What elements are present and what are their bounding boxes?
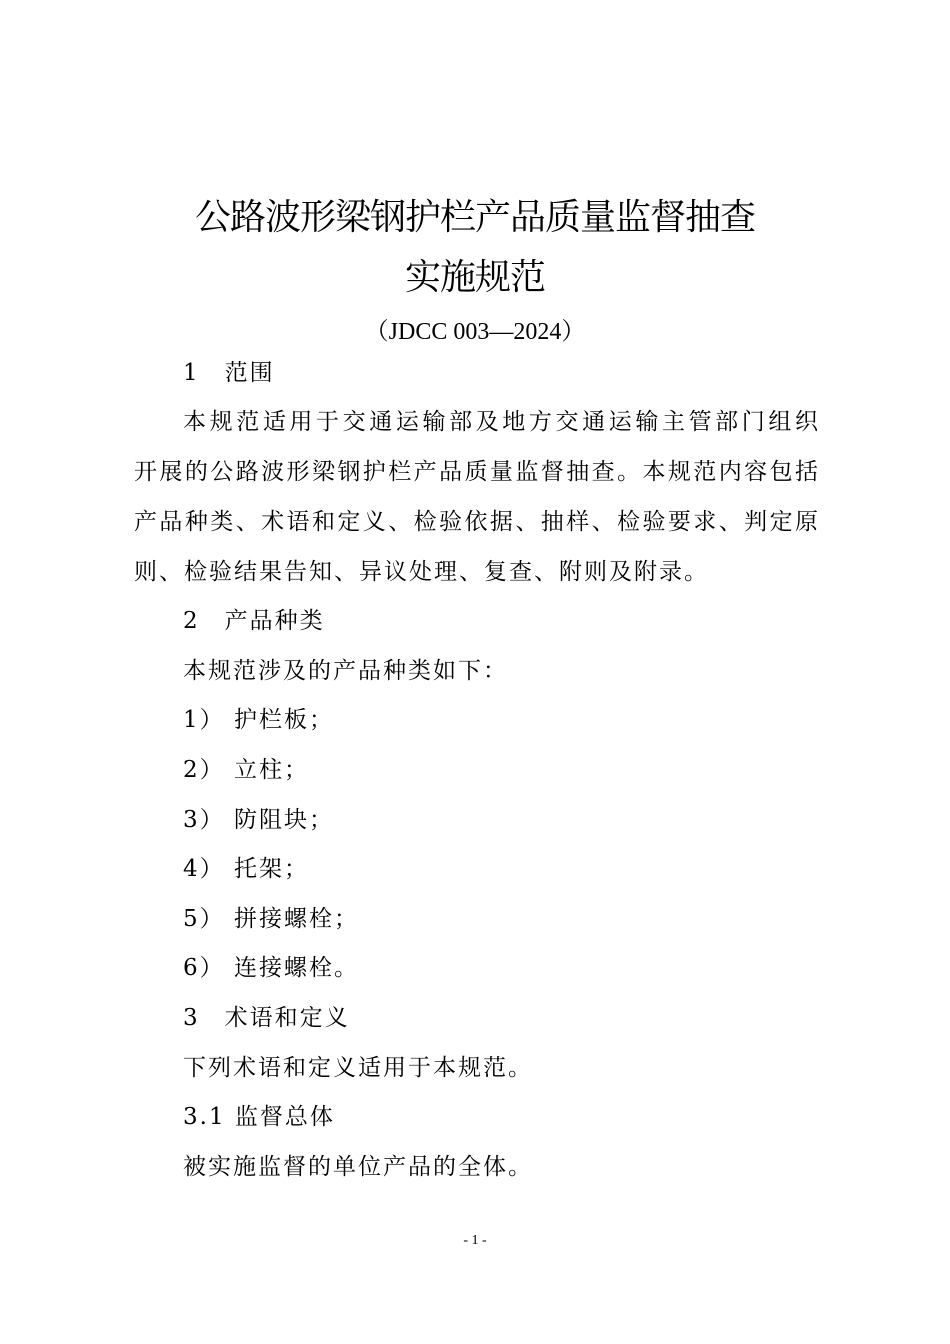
section-3-1-heading: 3.1 监督总体 — [183, 1104, 335, 1130]
section-1-para-line-2: 开展的公路波形梁钢护栏产品质量监督抽查。本规范内容包括 — [134, 459, 818, 485]
section-3-intro: 下列术语和定义适用于本规范。 — [183, 1055, 533, 1081]
document-title-line1: 公路波形梁钢护栏产品质量监督抽查 — [194, 197, 755, 238]
section-1-para-line-4: 则、检验结果告知、异议处理、复查、附则及附录。 — [134, 559, 709, 585]
section-3-1-definition: 被实施监督的单位产品的全体。 — [183, 1154, 533, 1180]
list-item: 6） 连接螺栓。 — [183, 955, 359, 981]
list-item: 3） 防阻块； — [183, 807, 334, 833]
list-item: 4） 托架； — [183, 856, 309, 882]
section-1-heading: 1 范围 — [183, 360, 275, 386]
section-2-intro: 本规范涉及的产品种类如下： — [183, 658, 508, 684]
document-title-line2: 实施规范 — [404, 257, 545, 298]
section-3-heading: 3 术语和定义 — [183, 1005, 350, 1031]
list-item: 1） 护栏板； — [183, 707, 334, 733]
section-1-para-line-3: 产品种类、术语和定义、检验依据、抽样、检验要求、判定原 — [134, 509, 818, 535]
section-2-heading: 2 产品种类 — [183, 608, 325, 634]
document-code: （JDCC 003—2024） — [364, 319, 586, 345]
page-number: - 1 - — [463, 1233, 487, 1248]
list-item: 5） 拼接螺栓； — [183, 906, 359, 932]
list-item: 2） 立柱； — [183, 757, 309, 783]
section-1-para-line-1: 本规范适用于交通运输部及地方交通运输主管部门组织 — [183, 409, 818, 435]
